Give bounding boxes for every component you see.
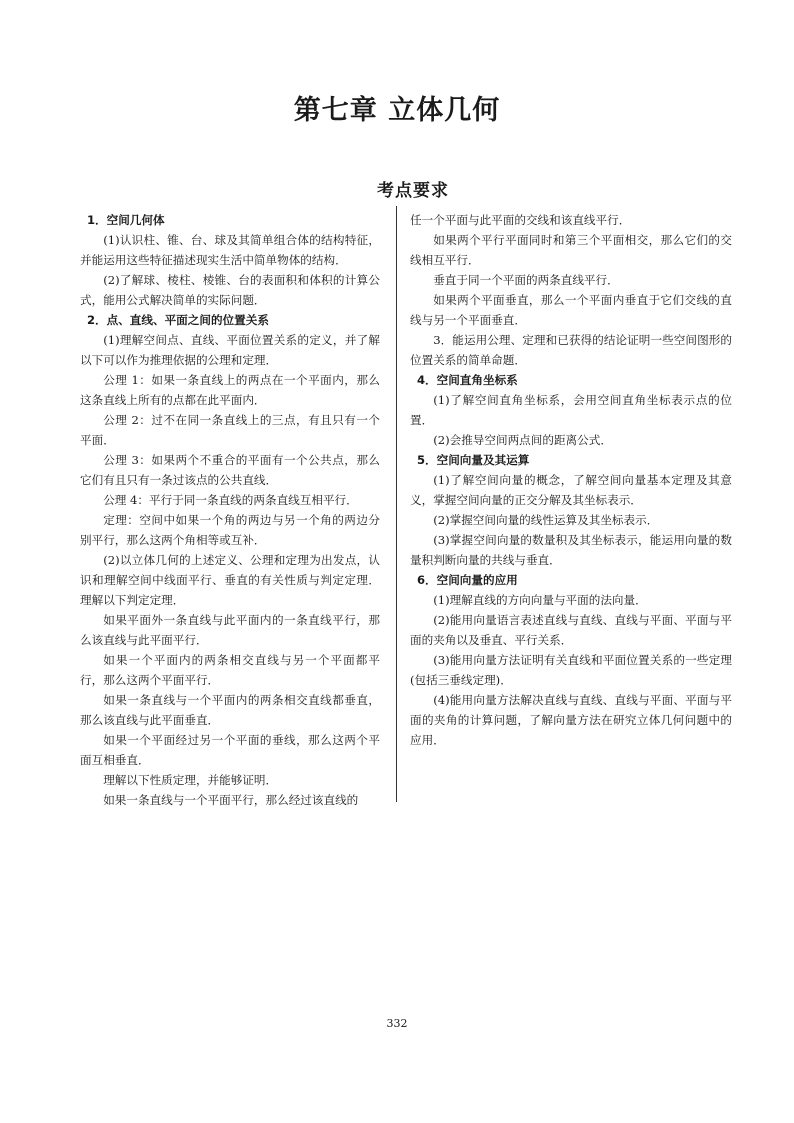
left-column (80, 210, 380, 810)
paragraph: 如果两个平行平面同时和第三个平面相交，那么它们的交线相互平行． (410, 233, 732, 267)
paragraph: 如果一个平面内的两条相交直线与另一个平面都平行，那么这两个平面平行． (80, 653, 380, 687)
paragraph: (3)能用向量方法证明有关直线和平面位置关系的一些定理(包括三垂线定理)． (410, 653, 732, 687)
paragraph: 如果一个平面经过另一个平面的垂线，那么这两个平面互相垂直． (80, 733, 380, 767)
paragraph: (1)了解空间直角坐标系，会用空间直角坐标表示点的位置． (410, 393, 732, 427)
paragraph: 如果一条直线与一个平面平行，那么经过该直线的 (103, 793, 359, 807)
page-number: 332 (386, 1017, 408, 1030)
paragraph: (1)理解直线的方向向量与平面的法向量． (433, 593, 647, 607)
paragraph: 公理 4：平行于同一条直线的两条直线互相平行． (103, 493, 358, 507)
paragraph: 如果一条直线与一个平面内的两条相交直线都垂直，那么该直线与此平面垂直． (80, 693, 380, 727)
paragraph: 如果两个平面垂直，那么一个平面内垂直于它们交线的直线与另一个平面垂直． (410, 293, 732, 327)
paragraph: 如果平面外一条直线与此平面内的一条直线平行，那么该直线与此平面平行． (80, 613, 380, 647)
section-title: 考点要求 (377, 181, 449, 201)
paragraph: (2)了解球、棱柱、棱锥、台的表面积和体积的计算公式，能用公式解决简单的实际问题． (80, 273, 380, 307)
section-heading: 2．点、直线、平面之间的位置关系 (86, 313, 269, 327)
paragraph: (1)理解空间点、直线、平面位置关系的定义，并了解以下可以作为推理依据的公理和定理． (80, 333, 380, 367)
paragraph: 公理 1：如果一条直线上的两点在一个平面内，那么这条直线上所有的点都在此平面内． (80, 373, 380, 407)
paragraph: 定理：空间中如果一个角的两边与另一个角的两边分别平行，那么这两个角相等或互补． (80, 513, 380, 547)
paragraph: 公理 2：过不在同一条直线上的三点，有且只有一个平面． (80, 413, 380, 447)
section-heading: 4．空间直角坐标系 (416, 373, 518, 387)
section-heading: 1．空间几何体 (86, 213, 165, 227)
section-heading: 6．空间向量的应用 (416, 573, 518, 587)
paragraph: 理解以下性质定理，并能够证明． (103, 773, 278, 787)
paragraph: 垂直于同一个平面的两条直线平行． (433, 273, 619, 287)
paragraph: (4)能用向量方法解决直线与直线、直线与平面、平面与平面的夹角的计算问题，了解向量方法在研究立体几何问题中的应用． (410, 693, 732, 747)
paragraph: (2)能用向量语言表述直线与直线、直线与平面、平面与平面的夹角以及垂直、平行关系． (410, 613, 732, 647)
paragraph: 3．能运用公理、定理和已获得的结论证明一些空间图形的位置关系的简单命题． (410, 333, 732, 367)
paragraph: (1)认识柱、锥、台、球及其简单组合体的结构特征，并能运用这些特征描述现实生活中简单物体的结构． (80, 233, 380, 267)
paragraph: 任一个平面与此平面的交线和该直线平行． (410, 213, 631, 227)
paragraph: (1)了解空间向量的概念，了解空间向量基本定理及其意义，掌握空间向量的正交分解及其坐标表示． (410, 473, 732, 507)
section-heading: 5．空间向量及其运算 (416, 453, 530, 467)
paragraph: 公理 3：如果两个不重合的平面有一个公共点，那么它们有且只有一条过该点的公共直线． (80, 453, 380, 487)
column-divider (396, 206, 397, 802)
paragraph: (2)会推导空间两点间的距离公式． (433, 433, 612, 447)
paragraph: (2)以立体几何的上述定义、公理和定理为出发点，认识和理解空间中线面平行、垂直的有关性质与判定定理．理解以下判定定理． (80, 553, 380, 607)
right-column (410, 210, 732, 750)
paragraph: (3)掌握空间向量的数量积及其坐标表示，能运用向量的数量积判断向量的共线与垂直． (410, 533, 732, 567)
chapter-title: 第七章 立体几何 (293, 95, 501, 126)
paragraph: (2)掌握空间向量的线性运算及其坐标表示． (433, 513, 659, 527)
